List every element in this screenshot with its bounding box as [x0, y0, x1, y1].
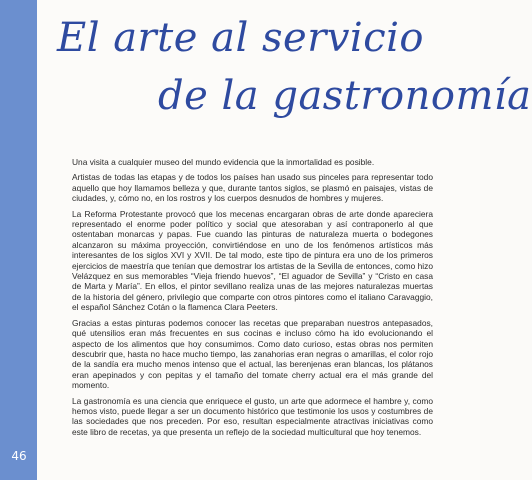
paragraph-4: Gracias a estas pinturas podemos conocer las recetas que preparaban nuestros antepasados, qué utensilios eran más frecuentes en sus cocinas e incluso cómo ha ido evolucionando el aspecto de los alimentos que hoy consumimos. Como dato curioso, estas obras nos permiten descubrir que, hasta no hace mucho tiempo, las zanahorias eran negras o amarillas, el color rojo de la sandía era mucho menos intenso que el actual, las berenjenas eran blancas, los plátanos eran apepinados y con pepitas y el tamaño del tomate cherry actual era el más grande del momento. [72, 317, 433, 391]
body-text [72, 157, 433, 442]
paragraph-5: La gastronomía es una ciencia que enriquece el gusto, un arte que adormece el hambre y, como hemos visto, puede llegar a ser un documento histórico que testimonie los usos y costumbres de las sociedades que nos preceden. Por eso, resultan especialmente atractivas iniciativas como este libro de recetas, ya que presenta un reflejo de la sociedad multicultural que hoy tenemos. [72, 395, 433, 437]
title-line-1: El arte al servicio [57, 15, 424, 61]
title-line-2: de la gastronomía [158, 73, 532, 119]
paragraph-2: Artistas de todas las etapas y de todos los países han usado sus pinceles para representar todo aquello que hoy llamamos belleza y que, durante tantos siglos, se plasmó en paisajes, vistas de ciudades, y, cómo no, en los rostros y los cuerpos desnudos de hombres y mujeres. [72, 172, 433, 204]
page-number: 46 [11, 449, 27, 463]
paragraph-1: Una visita a cualquier museo del mundo evidencia que la inmortalidad es posible. [72, 157, 375, 167]
side-color-band [0, 0, 37, 480]
paragraph-3: La Reforma Protestante provocó que los mecenas encargaran obras de arte donde apareciera representado el enorme poder político y social que atesoraban y así contraponerlo al que ostentaban monarcas y papas. Fue cuando las pinturas de naturaleza muerta o bodegones alcanzaron su máxima proyección, convirtiéndose en uno de los fenómenos artísticos más interesantes de los siglos XVI y XVII. De tal modo, este tipo de pintura era uno de los primeros ejercicios de maestría que tenían que demostrar los artistas de la Sevilla de entonces, como hizo Velázquez en sus memorables “Vieja friendo huevos”, “El aguador de Sevilla” y “Cristo en casa de Marta y María”. En ellos, el pintor sevillano realiza unas de las mejores naturalezas muertas de la historia del género, privilegio que comparte con otros pintores como el italiano Caravaggio, el español Sánchez Cotán o la flamenca Clara Peeters. [72, 208, 433, 313]
